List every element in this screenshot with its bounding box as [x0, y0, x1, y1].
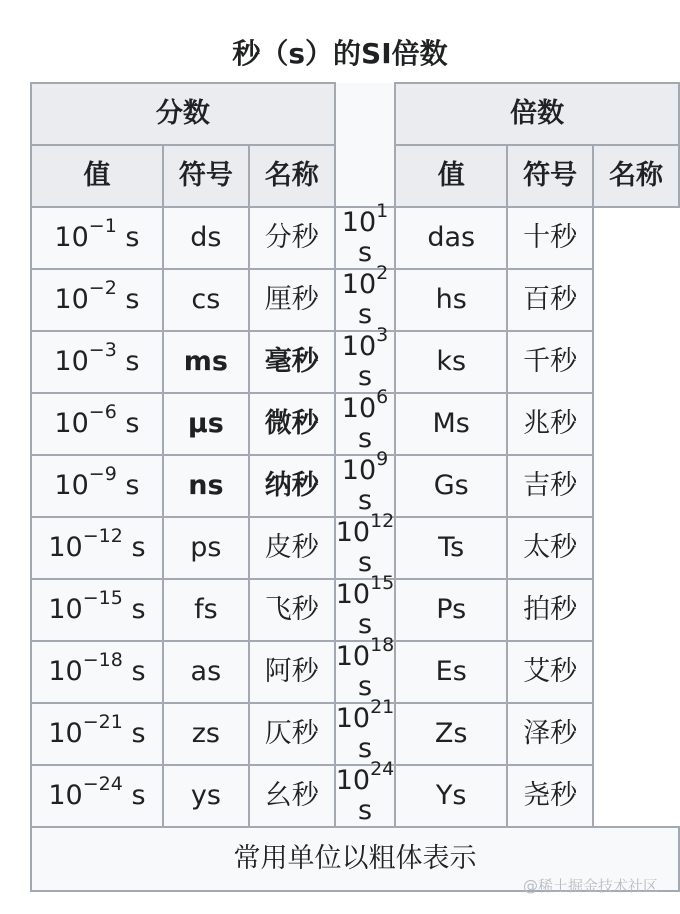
- mul-name-cell: 百秒: [507, 269, 593, 331]
- mul-value-cell: [335, 696, 396, 765]
- value-base: 10: [54, 284, 89, 315]
- table-row: [31, 393, 679, 455]
- mul-symbol-cell: Ms: [395, 393, 507, 455]
- sub-name-cell: 幺秒: [249, 765, 335, 827]
- sub-value-cell: [31, 269, 163, 331]
- value-base: 10: [335, 703, 371, 734]
- value-exponent: 18: [370, 634, 395, 656]
- si-multiples-table: [30, 82, 680, 892]
- table-row: [31, 207, 679, 269]
- value-unit: s: [125, 408, 140, 439]
- table-row: [31, 269, 679, 331]
- value-exponent: −24: [82, 773, 123, 795]
- value-base: 10: [335, 765, 371, 796]
- multiples-header: 倍数: [395, 83, 679, 145]
- mul-value-cell: [335, 386, 396, 455]
- value-exponent: 1: [376, 200, 389, 222]
- sub-name-cell: 飞秒: [249, 579, 335, 641]
- table-row: [31, 703, 679, 765]
- sub-symbol-cell: ms: [163, 331, 249, 393]
- sub-symbol-cell: µs: [163, 393, 249, 455]
- watermark: @稀土掘金技术社区: [522, 877, 658, 895]
- sub-value-header: 值: [31, 145, 163, 207]
- table-row: [31, 455, 679, 517]
- sub-value-cell: [31, 517, 163, 579]
- sub-value-cell: [31, 455, 163, 517]
- value-base: 10: [335, 579, 371, 610]
- mul-symbol-header: 符号: [507, 145, 593, 207]
- value-unit: s: [131, 656, 146, 687]
- sub-name-cell: 皮秒: [249, 517, 335, 579]
- value-exponent: 9: [376, 448, 389, 470]
- value-exponent: 3: [376, 324, 389, 346]
- mul-symbol-cell: Ts: [395, 517, 507, 579]
- sub-name-header: 名称: [249, 145, 335, 207]
- value-exponent: −6: [88, 401, 117, 423]
- sub-value-cell: [31, 703, 163, 765]
- mul-value-cell: [335, 262, 396, 331]
- table-row: [31, 641, 679, 703]
- value-exponent: 2: [376, 262, 389, 284]
- value-base: 10: [335, 641, 371, 672]
- value-base: 10: [54, 408, 89, 439]
- sub-symbol-cell: fs: [163, 579, 249, 641]
- mul-symbol-cell: hs: [395, 269, 507, 331]
- value-base: 10: [54, 222, 89, 253]
- value-unit: s: [357, 485, 373, 516]
- table-row: [31, 579, 679, 641]
- table-footnote: 常用单位以粗体表示: [31, 827, 679, 891]
- sub-symbol-cell: ds: [163, 207, 249, 269]
- sub-name-cell: 阿秒: [249, 641, 335, 703]
- table-row: [31, 517, 679, 579]
- value-base: 10: [335, 517, 371, 548]
- mul-value-cell: [335, 758, 396, 827]
- mul-symbol-cell: ks: [395, 331, 507, 393]
- mul-symbol-cell: Es: [395, 641, 507, 703]
- value-unit: s: [357, 671, 373, 702]
- value-exponent: −18: [82, 649, 123, 671]
- sub-name-cell: 厘秒: [249, 269, 335, 331]
- sub-value-cell: [31, 765, 163, 827]
- sub-symbol-cell: zs: [163, 703, 249, 765]
- value-unit: s: [125, 222, 140, 253]
- column-divider: [335, 83, 396, 207]
- mul-value-cell: [335, 324, 396, 393]
- value-unit: s: [357, 423, 373, 454]
- table-row: [31, 765, 679, 827]
- value-unit: s: [131, 532, 146, 563]
- mul-value-cell: [335, 200, 396, 269]
- sub-symbol-cell: ns: [163, 455, 249, 517]
- mul-symbol-cell: Gs: [395, 455, 507, 517]
- value-unit: s: [357, 609, 373, 640]
- mul-name-cell: 泽秒: [507, 703, 593, 765]
- value-exponent: 6: [376, 386, 389, 408]
- value-exponent: −21: [82, 711, 123, 733]
- value-unit: s: [125, 346, 140, 377]
- value-exponent: 15: [370, 572, 395, 594]
- mul-name-cell: 千秒: [507, 331, 593, 393]
- value-base: 10: [48, 594, 83, 625]
- value-unit: s: [125, 470, 140, 501]
- value-exponent: −12: [82, 525, 123, 547]
- sub-symbol-cell: ps: [163, 517, 249, 579]
- sub-name-cell: 仄秒: [249, 703, 335, 765]
- value-exponent: 12: [370, 510, 395, 532]
- value-exponent: −2: [88, 277, 117, 299]
- sub-symbol-header: 符号: [163, 145, 249, 207]
- mul-value-cell: [335, 448, 396, 517]
- value-base: 10: [341, 455, 377, 486]
- mul-name-cell: 拍秒: [507, 579, 593, 641]
- mul-name-cell: 艾秒: [507, 641, 593, 703]
- sub-value-cell: [31, 207, 163, 269]
- value-unit: s: [131, 718, 146, 749]
- value-unit: s: [357, 547, 373, 578]
- value-base: 10: [54, 470, 89, 501]
- mul-name-header: 名称: [593, 145, 679, 207]
- sub-symbol-cell: ys: [163, 765, 249, 827]
- mul-symbol-cell: das: [395, 207, 507, 269]
- sub-name-cell: 微秒: [249, 393, 335, 455]
- value-unit: s: [357, 733, 373, 764]
- value-base: 10: [341, 331, 377, 362]
- value-base: 10: [48, 718, 83, 749]
- mul-value-cell: [335, 510, 396, 579]
- sub-value-cell: [31, 641, 163, 703]
- value-exponent: 24: [370, 758, 395, 780]
- value-unit: s: [357, 299, 373, 330]
- mul-name-cell: 兆秒: [507, 393, 593, 455]
- mul-name-cell: 十秒: [507, 207, 593, 269]
- table-caption: 秒（s）的SI倍数: [232, 37, 448, 70]
- mul-value-cell: [335, 634, 396, 703]
- table-body: [31, 200, 679, 827]
- value-exponent: −9: [88, 463, 117, 485]
- value-base: 10: [48, 780, 83, 811]
- value-base: 10: [48, 532, 83, 563]
- value-unit: s: [357, 795, 373, 826]
- sub-value-cell: [31, 331, 163, 393]
- mul-symbol-cell: Ps: [395, 579, 507, 641]
- mul-symbol-cell: Zs: [395, 703, 507, 765]
- value-unit: s: [131, 594, 146, 625]
- value-base: 10: [341, 207, 377, 238]
- value-exponent: −1: [88, 215, 117, 237]
- sub-symbol-cell: cs: [163, 269, 249, 331]
- value-exponent: 21: [370, 696, 395, 718]
- value-base: 10: [48, 656, 83, 687]
- mul-name-cell: 太秒: [507, 517, 593, 579]
- sub-name-cell: 纳秒: [249, 455, 335, 517]
- sub-name-cell: 分秒: [249, 207, 335, 269]
- mul-symbol-cell: Ys: [395, 765, 507, 827]
- sub-value-cell: [31, 393, 163, 455]
- mul-name-cell: 吉秒: [507, 455, 593, 517]
- mul-name-cell: 尧秒: [507, 765, 593, 827]
- value-base: 10: [341, 269, 377, 300]
- value-unit: s: [357, 361, 373, 392]
- value-base: 10: [54, 346, 89, 377]
- value-base: 10: [341, 393, 377, 424]
- mul-value-cell: [335, 572, 396, 641]
- sub-value-cell: [31, 579, 163, 641]
- value-unit: s: [131, 780, 146, 811]
- value-unit: s: [357, 237, 373, 268]
- value-exponent: −3: [88, 339, 117, 361]
- submultiples-header: 分数: [31, 83, 335, 145]
- table-row: [31, 331, 679, 393]
- value-unit: s: [125, 284, 140, 315]
- sub-symbol-cell: as: [163, 641, 249, 703]
- mul-value-header: 值: [395, 145, 507, 207]
- value-exponent: −15: [82, 587, 123, 609]
- sub-name-cell: 毫秒: [249, 331, 335, 393]
